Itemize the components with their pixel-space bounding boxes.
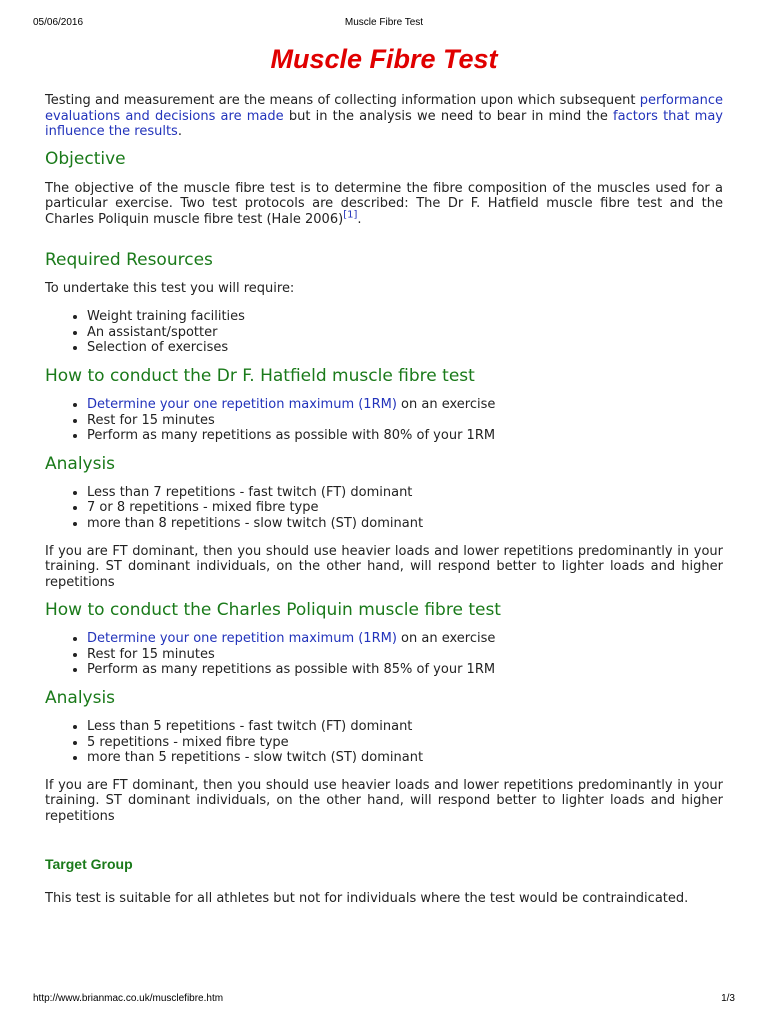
list-item: • 5 repetitions - mixed fibre type [87,735,723,751]
analysis-list-2 [45,719,723,766]
list-item: • An assistant/spotter [87,325,723,341]
objective-end: . [357,211,362,227]
objective-heading: Objective [45,148,126,169]
list-item-suffix: on an exercise [396,396,496,412]
poliquin-steps-list [45,631,723,678]
list-item: • Less than 5 repetitions - fast twitch (FT) dominant [87,719,723,735]
reference-link[interactable]: [1] [343,209,358,221]
resources-list [45,309,723,356]
list-item: • Weight training facilities [87,309,723,325]
resources-heading: Required Resources [45,249,213,270]
intro-paragraph [45,93,723,140]
target-group-heading: Target Group [45,855,133,872]
hatfield-steps-list [45,397,723,444]
list-item: • Perform as many repetitions as possible with 80% of your 1RM [87,428,723,444]
target-group-paragraph: This test is suitable for all athletes but not for individuals where the test would be contraindicated. [45,890,689,906]
factors-link[interactable]: factors that may influence the results [45,108,723,140]
performance-evaluations-link[interactable]: performance evaluations and decisions are made [45,93,723,124]
poliquin-heading: How to conduct the Charles Poliquin muscle fibre test [45,600,501,621]
analysis-paragraph-2: If you are FT dominant, then you should use heavier loads and lower repetitions predominantly in your training. ST dominant individuals, on the other hand, will respond better to lighter loads and higher repetitions [45,777,723,825]
main-content [45,43,723,906]
objective-paragraph [45,181,723,228]
analysis-list-1 [45,485,723,532]
list-item: • Less than 7 repetitions - fast twitch (FT) dominant [87,485,723,501]
list-item: • more than 5 repetitions - slow twitch (ST) dominant [87,750,723,766]
print-header [33,17,735,29]
list-item-suffix: on an exercise [396,631,496,647]
print-date: 05/06/2016 [33,17,84,28]
page-number: 1/3 [721,993,735,1004]
intro-text-2: but in the analysis we need to bear in mind the [283,108,614,124]
list-item: • more than 8 repetitions - slow twitch (ST) dominant [87,516,723,532]
list-item: • Selection of exercises [87,340,723,356]
objective-text: The objective of the muscle fibre test is to determine the fibre composition of the muscles used for a particular exercise. Two test protocols are described: The Dr F. Hatfield muscle fibre test and the Charles Poliquin muscle fibre test (Hale 2006) [45,180,723,227]
list-item: • Rest for 15 minutes [87,647,723,663]
print-footer [33,993,735,1005]
page-url: http://www.brianmac.co.uk/musclefibre.htm [33,993,224,1004]
list-item: • Rest for 15 minutes [87,413,723,429]
resources-intro: To undertake this test you will require: [45,280,295,296]
print-title: Muscle Fibre Test [344,17,424,28]
one-rep-max-link[interactable]: Determine your one repetition maximum (1RM) [87,396,397,412]
intro-text-3: . [177,124,182,140]
list-item: • Perform as many repetitions as possible with 85% of your 1RM [87,662,723,678]
intro-text-1: Testing and measurement are the means of collecting information upon which subsequent [45,93,640,108]
list-item [87,397,723,413]
list-item: • 7 or 8 repetitions - mixed fibre type [87,500,723,516]
analysis-paragraph-1: If you are FT dominant, then you should use heavier loads and lower repetitions predominantly in your training. ST dominant individuals, on the other hand, will respond better to lighter loads and higher repetitions [45,543,723,590]
analysis-heading-2: Analysis [45,688,116,709]
analysis-heading-1: Analysis [45,453,116,474]
list-item [87,631,723,647]
hatfield-heading: How to conduct the Dr F. Hatfield muscle fibre test [45,365,475,386]
one-rep-max-link[interactable]: Determine your one repetition maximum (1RM) [87,631,397,647]
page-title: Muscle Fibre Test [270,44,498,74]
